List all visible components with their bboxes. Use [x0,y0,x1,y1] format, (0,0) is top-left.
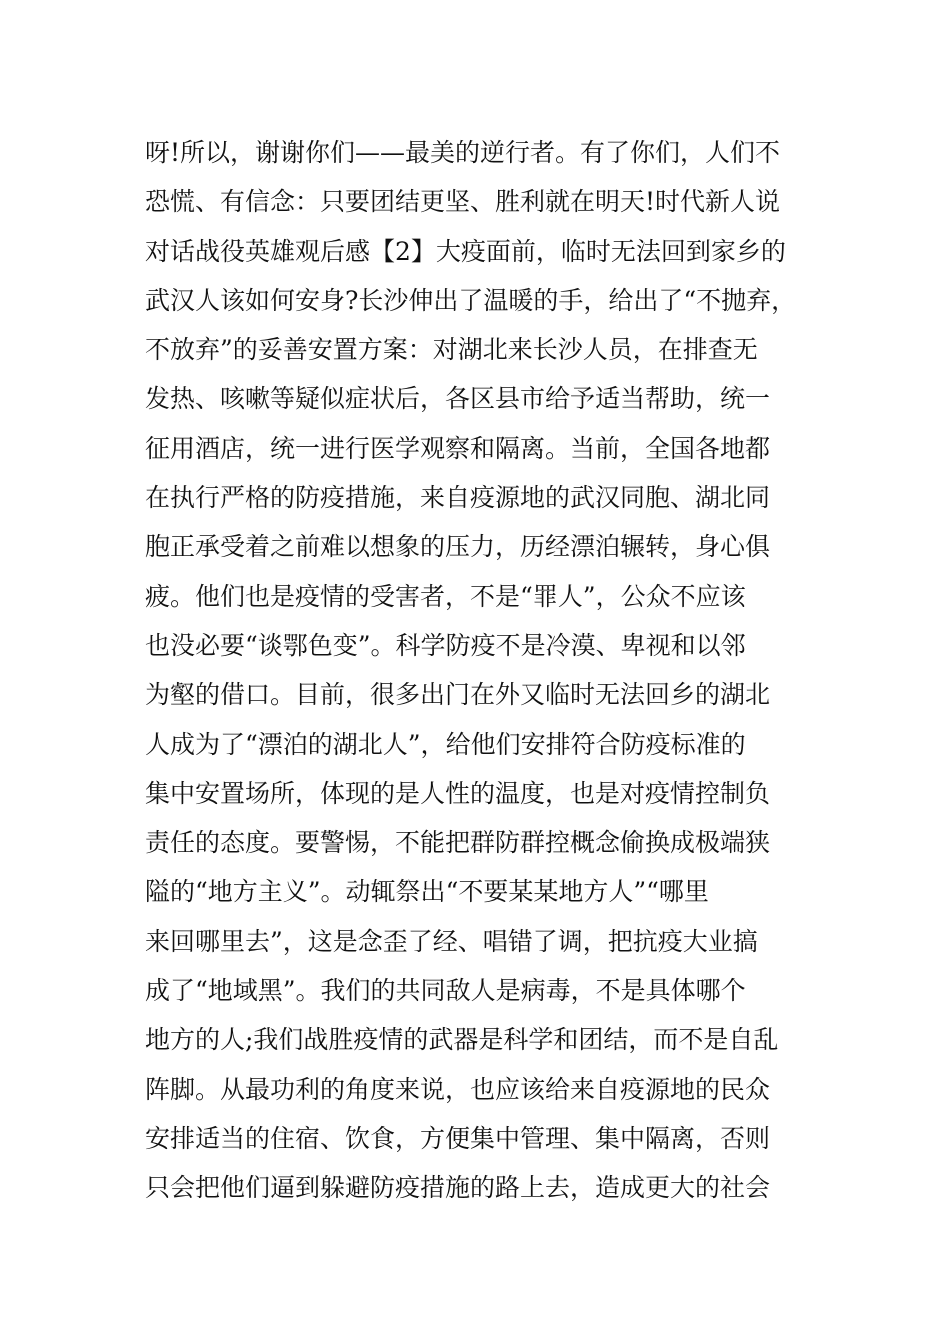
text-line: 恐慌、有信念：只要团结更坚、胜利就在明天!时代新人说 [145,187,781,217]
text-line: 来回哪里去”，这是念歪了经、唱错了调，把抗疫大业搞 [145,926,758,956]
text-line: 隘的“地方主义”。动辄祭出“不要某某地方人”“哪里 [145,877,709,907]
text-line: 呀!所以，谢谢你们——最美的逆行者。有了你们，人们不 [145,138,781,167]
body-text [145,128,815,1213]
text-line: 地方的人;我们战胜疫情的武器是科学和团结，而不是自乱 [145,1025,779,1055]
text-line: 在执行严格的防疫措施，来自疫源地的武汉同胞、湖北同 [145,483,771,513]
text-line: 对话战役英雄观后感【2】大疫面前，临时无法回到家乡的 [145,236,786,266]
text-line: 发热、咳嗽等疑似症状后，各区县市给予适当帮助，统一 [145,384,771,414]
text-line: 阵脚。从最功利的角度来说，也应该给来自疫源地的民众 [145,1074,771,1104]
text-line: 征用酒店，统一进行医学观察和隔离。当前，全国各地都 [145,433,771,463]
text-line: 胞正承受着之前难以想象的压力，历经漂泊辗转，身心俱 [145,532,771,562]
text-line: 也没必要“谈鄂色变”。科学防疫不是冷漠、卑视和以邻 [145,630,746,660]
text-line: 为壑的借口。目前，很多出门在外又临时无法回乡的湖北 [145,680,771,710]
text-line: 集中安置场所，体现的是人性的温度，也是对疫情控制负 [145,778,771,808]
text-line: 人成为了“漂泊的湖北人”，给他们安排符合防疫标准的 [145,729,746,759]
text-line: 成了“地域黑”。我们的共同敌人是病毒，不是具体哪个 [145,976,746,1006]
text-line: 只会把他们逼到躲避防疫措施的路上去，造成更大的社会 [145,1173,771,1203]
text-line: 疲。他们也是疫情的受害者，不是“罪人”，公众不应该 [145,581,746,611]
text-line: 安排适当的住宿、饮食，方便集中管理、集中隔离，否则 [145,1123,771,1153]
text-line: 不放弃”的妥善安置方案：对湖北来长沙人员，在排查无 [145,335,758,365]
text-line: 责任的态度。要警惕，不能把群防群控概念偷换成极端狭 [145,828,771,858]
text-line: 武汉人该如何安身?长沙伸出了温暖的手，给出了“不抛弃， [145,285,797,315]
